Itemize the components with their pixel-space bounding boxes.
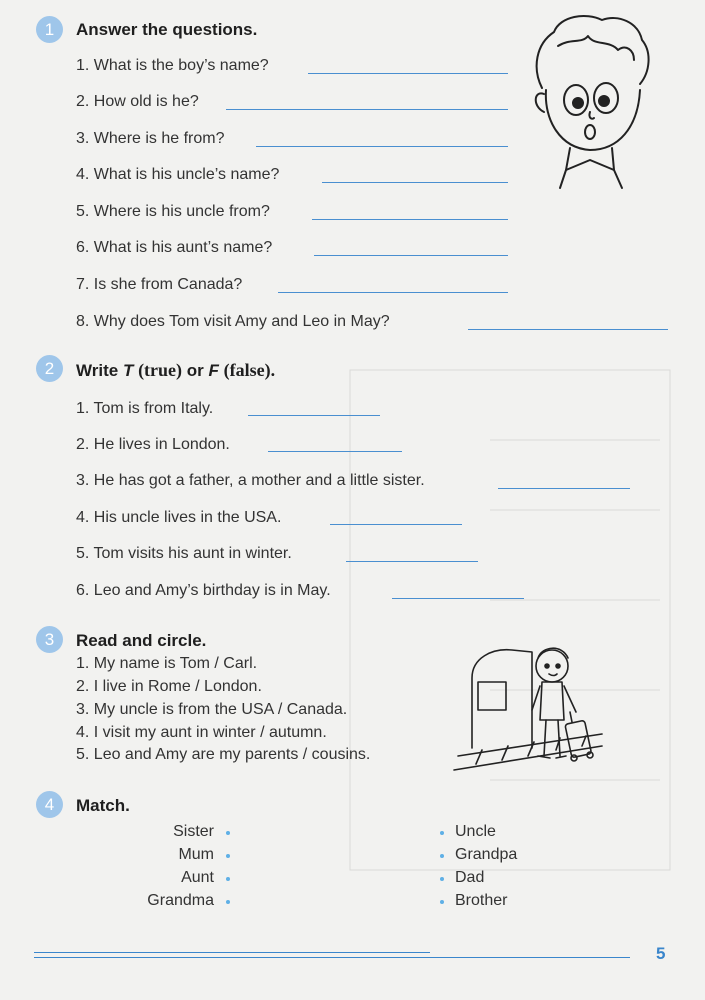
statement-3: 3. He has got a father, a mother and a little sister. [76, 472, 425, 489]
match-left-mum: Mum [178, 846, 214, 863]
match-left-grandma: Grandma [147, 892, 214, 909]
title-or: or [186, 361, 204, 380]
exercise-2-title [76, 360, 275, 381]
statement-6: 6. Leo and Amy’s birthday is in May. [76, 582, 331, 599]
answer-line-4[interactable] [322, 182, 508, 183]
title-false: (false). [223, 360, 276, 380]
bleed-through-decoration [340, 350, 680, 890]
match-dot-left-4[interactable] [226, 900, 230, 904]
tf-line-3[interactable] [498, 488, 630, 489]
answer-line-6[interactable] [314, 255, 508, 256]
question-6: 6. What is his aunt’s name? [76, 239, 273, 256]
exercise-3-badge: 3 [36, 626, 63, 653]
exercise-1-title: Answer the questions. [76, 20, 258, 39]
page-number: 5 [656, 944, 666, 963]
question-8: 8. Why does Tom visit Amy and Leo in May? [76, 313, 390, 330]
circle-item-3: 3. My uncle is from the USA / Canada. [76, 701, 348, 718]
match-right-dad: Dad [455, 869, 485, 886]
tf-line-1[interactable] [248, 415, 380, 416]
match-dot-left-3[interactable] [226, 877, 230, 881]
match-right-grandpa: Grandpa [455, 846, 518, 863]
statement-5: 5. Tom visits his aunt in winter. [76, 545, 292, 562]
match-right-brother: Brother [455, 892, 508, 909]
boy-face-illustration [530, 10, 658, 190]
question-7: 7. Is she from Canada? [76, 276, 243, 293]
tf-line-5[interactable] [346, 561, 478, 562]
answer-line-7[interactable] [278, 292, 508, 293]
exercise-3-title: Read and circle. [76, 631, 207, 650]
tf-line-6[interactable] [392, 598, 524, 599]
match-dot-right-2[interactable] [440, 854, 444, 858]
match-dot-right-4[interactable] [440, 900, 444, 904]
match-dot-right-3[interactable] [440, 877, 444, 881]
boy-with-suitcase-illustration [452, 638, 612, 778]
footer-rule-bottom [34, 957, 630, 958]
circle-item-2: 2. I live in Rome / London. [76, 678, 262, 695]
question-3: 3. Where is he from? [76, 130, 225, 147]
circle-item-4: 4. I visit my aunt in winter / autumn. [76, 724, 327, 741]
answer-line-3[interactable] [256, 146, 508, 147]
answer-line-5[interactable] [312, 219, 508, 220]
answer-line-8[interactable] [468, 329, 668, 330]
circle-item-1: 1. My name is Tom / Carl. [76, 655, 258, 672]
statement-2: 2. He lives in London. [76, 436, 230, 453]
exercise-4-badge: 4 [36, 791, 63, 818]
exercise-2-badge: 2 [36, 355, 63, 382]
answer-line-2[interactable] [226, 109, 508, 110]
statement-1: 1. Tom is from Italy. [76, 400, 214, 417]
tf-line-4[interactable] [330, 524, 462, 525]
title-true: (true) [138, 360, 183, 380]
match-dot-right-1[interactable] [440, 831, 444, 835]
exercise-1-badge: 1 [36, 16, 63, 43]
answer-line-1[interactable] [308, 73, 508, 74]
title-write: Write [76, 361, 119, 380]
tf-line-2[interactable] [268, 451, 402, 452]
question-4: 4. What is his uncle’s name? [76, 166, 280, 183]
exercise-4-title: Match. [76, 796, 130, 815]
circle-item-5: 5. Leo and Amy are my parents / cousins. [76, 746, 371, 763]
statement-4: 4. His uncle lives in the USA. [76, 509, 282, 526]
match-dot-left-1[interactable] [226, 831, 230, 835]
match-left-sister: Sister [173, 823, 214, 840]
question-2: 2. How old is he? [76, 93, 199, 110]
title-t-letter: T [122, 361, 134, 380]
question-1: 1. What is the boy’s name? [76, 57, 269, 74]
match-right-uncle: Uncle [455, 823, 496, 840]
title-f-letter: F [208, 361, 219, 380]
match-left-aunt: Aunt [181, 869, 214, 886]
match-dot-left-2[interactable] [226, 854, 230, 858]
footer-rule-top [34, 952, 430, 953]
question-5: 5. Where is his uncle from? [76, 203, 270, 220]
